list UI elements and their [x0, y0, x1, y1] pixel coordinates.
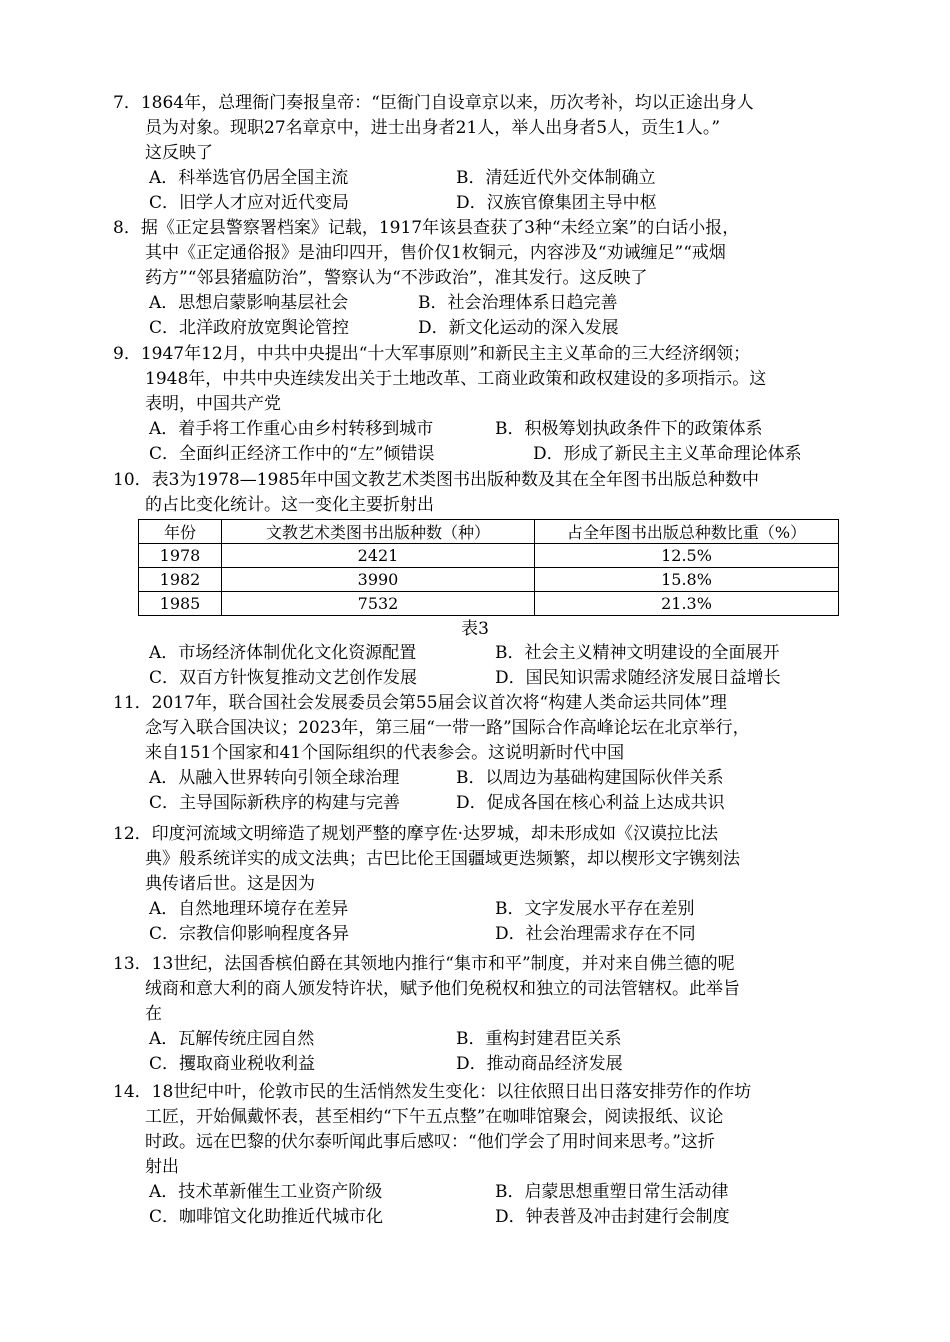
- table-header-row: [139, 520, 839, 544]
- option-d[interactable]: D．国民知识需求随经济发展日益增长: [495, 668, 781, 688]
- option-a[interactable]: A．着手将工作重心由乡村转移到城市: [149, 419, 434, 439]
- question-stem-text: 据《正定县警察署档案》记载，1917年该县查获了3种“未经立案”的白话小报，: [140, 218, 740, 238]
- question-8-line-1: [113, 216, 853, 241]
- question-10-line-1: [113, 468, 853, 493]
- question-7: [113, 91, 853, 216]
- table-caption: 表3: [461, 619, 489, 639]
- option-b[interactable]: B．社会治理体系日趋完善: [418, 293, 618, 313]
- question-8-options-row-2: [113, 316, 853, 341]
- question-number: 8．: [113, 218, 141, 238]
- option-c[interactable]: C．咖啡馆文化助推近代城市化: [149, 1207, 384, 1227]
- table-cell-count: 7532: [222, 592, 535, 616]
- table-3: [138, 519, 839, 616]
- option-d[interactable]: D．形成了新民主主义革命理论体系: [533, 444, 802, 464]
- question-14-line-4: 射出: [145, 1157, 179, 1177]
- option-c[interactable]: C．旧学人才应对近代变局: [149, 193, 350, 213]
- question-number: 9．: [113, 344, 141, 364]
- option-a[interactable]: A．科举选官仍居全国主流: [149, 168, 349, 188]
- option-c[interactable]: C．全面纠正经济工作中的“左”倾错误: [149, 444, 435, 464]
- question-13: [113, 952, 853, 1077]
- question-12: [113, 822, 853, 947]
- question-stem-text: 18世纪中叶，伦敦市民的生活悄然发生变化：以往依照日出日落安排劳作的作坊: [151, 1082, 752, 1102]
- question-12-options-row-1: [113, 897, 853, 922]
- question-11-options-row-1: [113, 766, 853, 791]
- table-cell-year: 1982: [139, 568, 222, 592]
- question-8-options-row-1: [113, 291, 853, 316]
- option-b[interactable]: B．文字发展水平存在差别: [495, 899, 695, 919]
- question-number: 14．: [113, 1082, 152, 1102]
- question-stem-text: 1864年，总理衙门奏报皇帝：“臣衙门自设章京以来，历次考补，均以正途出身人: [140, 93, 754, 113]
- question-9: [113, 342, 853, 467]
- option-d[interactable]: D．钟表普及冲击封建行会制度: [495, 1207, 730, 1227]
- table-cell-year: 1985: [139, 592, 222, 616]
- table-header-count: 文教艺术类图书出版种数（种）: [222, 520, 535, 544]
- question-10-line-2: 的占比变化统计。这一变化主要折射出: [145, 495, 434, 515]
- question-8-line-3: 药方”“邻县猪瘟防治”，警察认为“不涉政治”，准其发行。这反映了: [145, 268, 648, 288]
- question-13-options-row-2: [113, 1052, 853, 1077]
- table-cell-count: 3990: [222, 568, 535, 592]
- option-b[interactable]: B．积极筹划执政条件下的政策体系: [495, 419, 763, 439]
- table-cell-ratio: 21.3%: [535, 592, 839, 616]
- option-d[interactable]: D．社会治理需求存在不同: [495, 924, 696, 944]
- table-row: [139, 592, 839, 616]
- question-12-line-1: [113, 822, 853, 847]
- option-a[interactable]: A．从融入世界转向引领全球治理: [149, 768, 400, 788]
- option-a[interactable]: A．瓦解传统庄园自然: [149, 1029, 315, 1049]
- option-a[interactable]: A．思想启蒙影响基层社会: [149, 293, 349, 313]
- question-10-options: [113, 641, 853, 691]
- question-number: 12．: [113, 824, 152, 844]
- question-stem-text: 13世纪，法国香槟伯爵在其领地内推行“集市和平”制度，并对来自佛兰德的呢: [151, 954, 735, 974]
- option-b[interactable]: B．清廷近代外交体制确立: [456, 168, 656, 188]
- table-header-ratio: 占全年图书出版总种数比重（%）: [535, 520, 839, 544]
- question-7-line-3: 这反映了: [145, 143, 213, 163]
- question-11-line-3: 来自151个国家和41个国际组织的代表参会。这说明新时代中国: [145, 743, 625, 763]
- question-14-line-1: [113, 1080, 853, 1105]
- table-row: [139, 544, 839, 568]
- table-header-year: 年份: [139, 520, 222, 544]
- question-7-options-row-2: [113, 191, 853, 216]
- question-9-options-row-2: [113, 442, 853, 467]
- question-14-line-3: 时政。远在巴黎的伏尔泰听闻此事后感叹：“他们学会了用时间来思考。”这折: [145, 1132, 715, 1152]
- question-14-options-row-2: [113, 1205, 853, 1230]
- option-c[interactable]: C．攫取商业税收利益: [149, 1054, 316, 1074]
- question-10: [113, 468, 853, 518]
- question-stem-text: 表3为1978—1985年中国文教艺术类图书出版种数及其在全年图书出版总种数中: [151, 470, 759, 490]
- question-14-line-2: 工匠，开始佩戴怀表，甚至相约“下午五点整”在咖啡馆聚会，阅读报纸、议论: [145, 1107, 724, 1127]
- table-cell-count: 2421: [222, 544, 535, 568]
- table-cell-ratio: 15.8%: [535, 568, 839, 592]
- option-c[interactable]: C．主导国际新秩序的构建与完善: [149, 793, 401, 813]
- question-stem-text: 1947年12月，中共中央提出“十大军事原则”和新民主主义革命的三大经济纲领；: [140, 344, 751, 364]
- option-d[interactable]: D．新文化运动的深入发展: [418, 318, 619, 338]
- option-d[interactable]: D．促成各国在核心利益上达成共识: [456, 793, 725, 813]
- option-a[interactable]: A．自然地理环境存在差异: [149, 899, 349, 919]
- table-row: [139, 568, 839, 592]
- question-stem-text: 2017年，联合国社会发展委员会第55届会议首次将“构建人类命运共同体”理: [151, 693, 727, 713]
- question-stem-text: 印度河流域文明缔造了规划严整的摩亨佐·达罗城，却未形成如《汉谟拉比法: [151, 824, 719, 844]
- option-c[interactable]: C．北洋政府放宽舆论管控: [149, 318, 350, 338]
- option-d[interactable]: D．推动商品经济发展: [456, 1054, 623, 1074]
- question-11-line-1: [113, 691, 853, 716]
- question-number: 11．: [113, 693, 152, 713]
- question-12-line-2: 典》般系统详实的成文法典；古巴比伦王国疆域更迭频繁，却以楔形文字镌刻法: [145, 849, 740, 869]
- question-8-line-2: 其中《正定通俗报》是油印四开，售价仅1枚铜元，内容涉及“劝诫缠足”“戒烟: [145, 243, 726, 263]
- option-b[interactable]: B．重构封建君臣关系: [456, 1029, 622, 1049]
- question-10-options-row-2: [113, 666, 853, 691]
- question-9-line-3: 表明，中国共产党: [145, 394, 281, 414]
- question-8: [113, 216, 853, 341]
- option-a[interactable]: A．技术革新催生工业资产阶级: [149, 1182, 383, 1202]
- question-9-options-row-1: [113, 417, 853, 442]
- question-14-options-row-1: [113, 1180, 853, 1205]
- question-number: 7．: [113, 93, 141, 113]
- question-12-line-3: 典传诸后世。这是因为: [145, 874, 315, 894]
- option-b[interactable]: B．社会主义精神文明建设的全面展开: [495, 643, 780, 663]
- option-c[interactable]: C．宗教信仰影响程度各异: [149, 924, 350, 944]
- question-11: [113, 691, 853, 816]
- question-number: 13．: [113, 954, 152, 974]
- table-cell-year: 1978: [139, 544, 222, 568]
- question-13-line-3: 在: [145, 1004, 162, 1024]
- question-10-options-row-1: [113, 641, 853, 666]
- question-7-line-1: [113, 91, 853, 116]
- question-9-line-1: [113, 342, 853, 367]
- option-a[interactable]: A．市场经济体制优化文化资源配置: [149, 643, 417, 663]
- question-13-line-1: [113, 952, 853, 977]
- question-13-line-2: 绒商和意大利的商人颁发特许状，赋予他们免税权和独立的司法管辖权。此举旨: [145, 979, 740, 999]
- question-11-options-row-2: [113, 791, 853, 816]
- option-b[interactable]: B．以周边为基础构建国际伙伴关系: [456, 768, 724, 788]
- question-9-line-2: 1948年，中共中央连续发出关于土地改革、工商业政策和政权建设的多项指示。这: [145, 369, 767, 389]
- option-c[interactable]: C．双百方针恢复推动文艺创作发展: [149, 668, 418, 688]
- question-7-options-row-1: [113, 166, 853, 191]
- option-d[interactable]: D．汉族官僚集团主导中枢: [456, 193, 657, 213]
- question-13-options-row-1: [113, 1027, 853, 1052]
- question-12-options-row-2: [113, 922, 853, 947]
- question-11-line-2: 念写入联合国决议；2023年，第三届“一带一路”国际合作高峰论坛在北京举行，: [145, 718, 750, 738]
- option-b[interactable]: B．启蒙思想重塑日常生活动律: [495, 1182, 729, 1202]
- question-number: 10．: [113, 470, 152, 490]
- table-cell-ratio: 12.5%: [535, 544, 839, 568]
- question-7-line-2: 员为对象。现职27名章京中，进士出身者21人，举人出身者5人，贡生1人。”: [145, 118, 721, 138]
- question-14: [113, 1080, 853, 1230]
